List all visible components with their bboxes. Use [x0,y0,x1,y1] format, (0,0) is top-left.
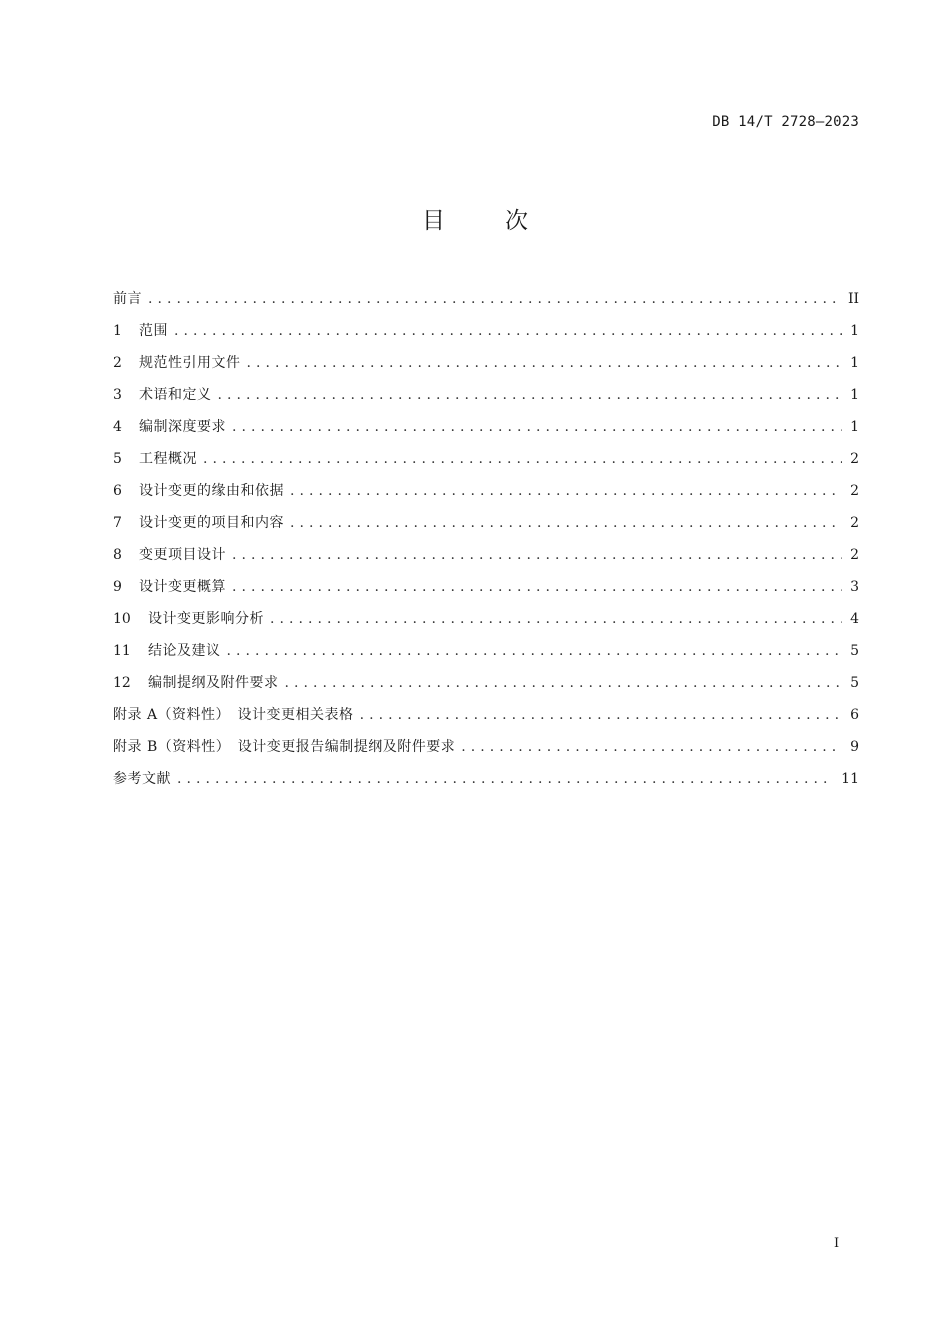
toc-entry-label: 规范性引用文件 [139,355,241,371]
table-of-contents [113,283,859,795]
toc-entry-label: 工程概况 [139,451,197,467]
toc-entry-page: 1 [850,323,859,339]
toc-entry-label: 前言 [113,291,142,307]
toc-entry-5[interactable] [113,443,859,475]
toc-leader-dots [247,347,843,379]
toc-entry-page: 2 [850,451,859,467]
toc-entry-label: 结论及建议 [148,643,221,659]
toc-leader-dots [232,571,842,603]
toc-entry-page: 2 [850,547,859,563]
toc-entry-12[interactable] [113,667,859,699]
toc-entry-number: 6 [113,483,122,499]
toc-entry-6[interactable] [113,475,859,507]
toc-entry-number: 11 [113,643,131,659]
toc-entry-appendix-a[interactable] [113,699,859,731]
toc-entry-page: 2 [850,483,859,499]
toc-leader-dots [177,763,833,795]
toc-leader-dots [232,539,842,571]
toc-entry-label: 术语和定义 [139,387,212,403]
toc-leader-dots [285,667,843,699]
toc-entry-number: 5 [113,451,122,467]
toc-entry-9[interactable] [113,571,859,603]
toc-entry-4[interactable] [113,411,859,443]
toc-leader-dots [360,699,843,731]
page-number: I [834,1236,840,1251]
toc-leader-dots [461,731,842,763]
toc-entry-number: 1 [113,323,122,339]
toc-entry-label: 编制提纲及附件要求 [148,675,279,691]
toc-leader-dots [290,507,842,539]
toc-entry-page: 1 [850,419,859,435]
toc-entry-number: 7 [113,515,122,531]
toc-entry-number: 2 [113,355,122,371]
toc-entry-page: 5 [850,643,859,659]
toc-leader-dots [290,475,842,507]
toc-entry-appendix-b[interactable] [113,731,859,763]
toc-leader-dots [203,443,842,475]
toc-entry-8[interactable] [113,539,859,571]
toc-entry-label: 附录 A（资料性） 设计变更相关表格 [113,707,354,723]
toc-leader-dots [227,635,843,667]
toc-entry-references[interactable] [113,763,859,795]
toc-entry-label: 设计变更概算 [139,579,226,595]
toc-entry-page: 11 [841,771,859,787]
page-title: 目次 [422,208,588,234]
toc-entry-number: 8 [113,547,122,563]
toc-entry-2[interactable] [113,347,859,379]
toc-leader-dots [270,603,842,635]
document-code: DB 14/T 2728—2023 [712,114,859,130]
toc-entry-number: 9 [113,579,122,595]
toc-entry-11[interactable] [113,635,859,667]
toc-entry-page: 1 [850,355,859,371]
toc-entry-number: 12 [113,675,131,691]
toc-entry-3[interactable] [113,379,859,411]
toc-entry-label: 附录 B（资料性） 设计变更报告编制提纲及附件要求 [113,739,456,755]
toc-entry-number: 3 [113,387,122,403]
toc-leader-dots [218,379,843,411]
toc-entry-foreword[interactable] [113,283,859,315]
toc-entry-page: II [847,291,859,307]
toc-entry-number: 10 [113,611,131,627]
toc-entry-page: 3 [850,579,859,595]
toc-entry-10[interactable] [113,603,859,635]
toc-entry-label: 参考文献 [113,771,171,787]
toc-entry-label: 范围 [139,323,168,339]
toc-entry-page: 9 [850,739,859,755]
toc-entry-label: 设计变更影响分析 [148,611,264,627]
toc-entry-number: 4 [113,419,122,435]
toc-entry-page: 2 [850,515,859,531]
toc-entry-label: 设计变更的项目和内容 [139,515,284,531]
toc-entry-1[interactable] [113,315,859,347]
toc-entry-page: 1 [850,387,859,403]
toc-entry-label: 变更项目设计 [139,547,226,563]
toc-leader-dots [232,411,842,443]
toc-entry-label: 设计变更的缘由和依据 [139,483,284,499]
toc-entry-page: 5 [850,675,859,691]
toc-entry-7[interactable] [113,507,859,539]
toc-entry-label: 编制深度要求 [139,419,226,435]
toc-leader-dots [174,315,842,347]
toc-leader-dots [148,283,840,315]
toc-entry-page: 4 [850,611,859,627]
toc-entry-page: 6 [850,707,859,723]
